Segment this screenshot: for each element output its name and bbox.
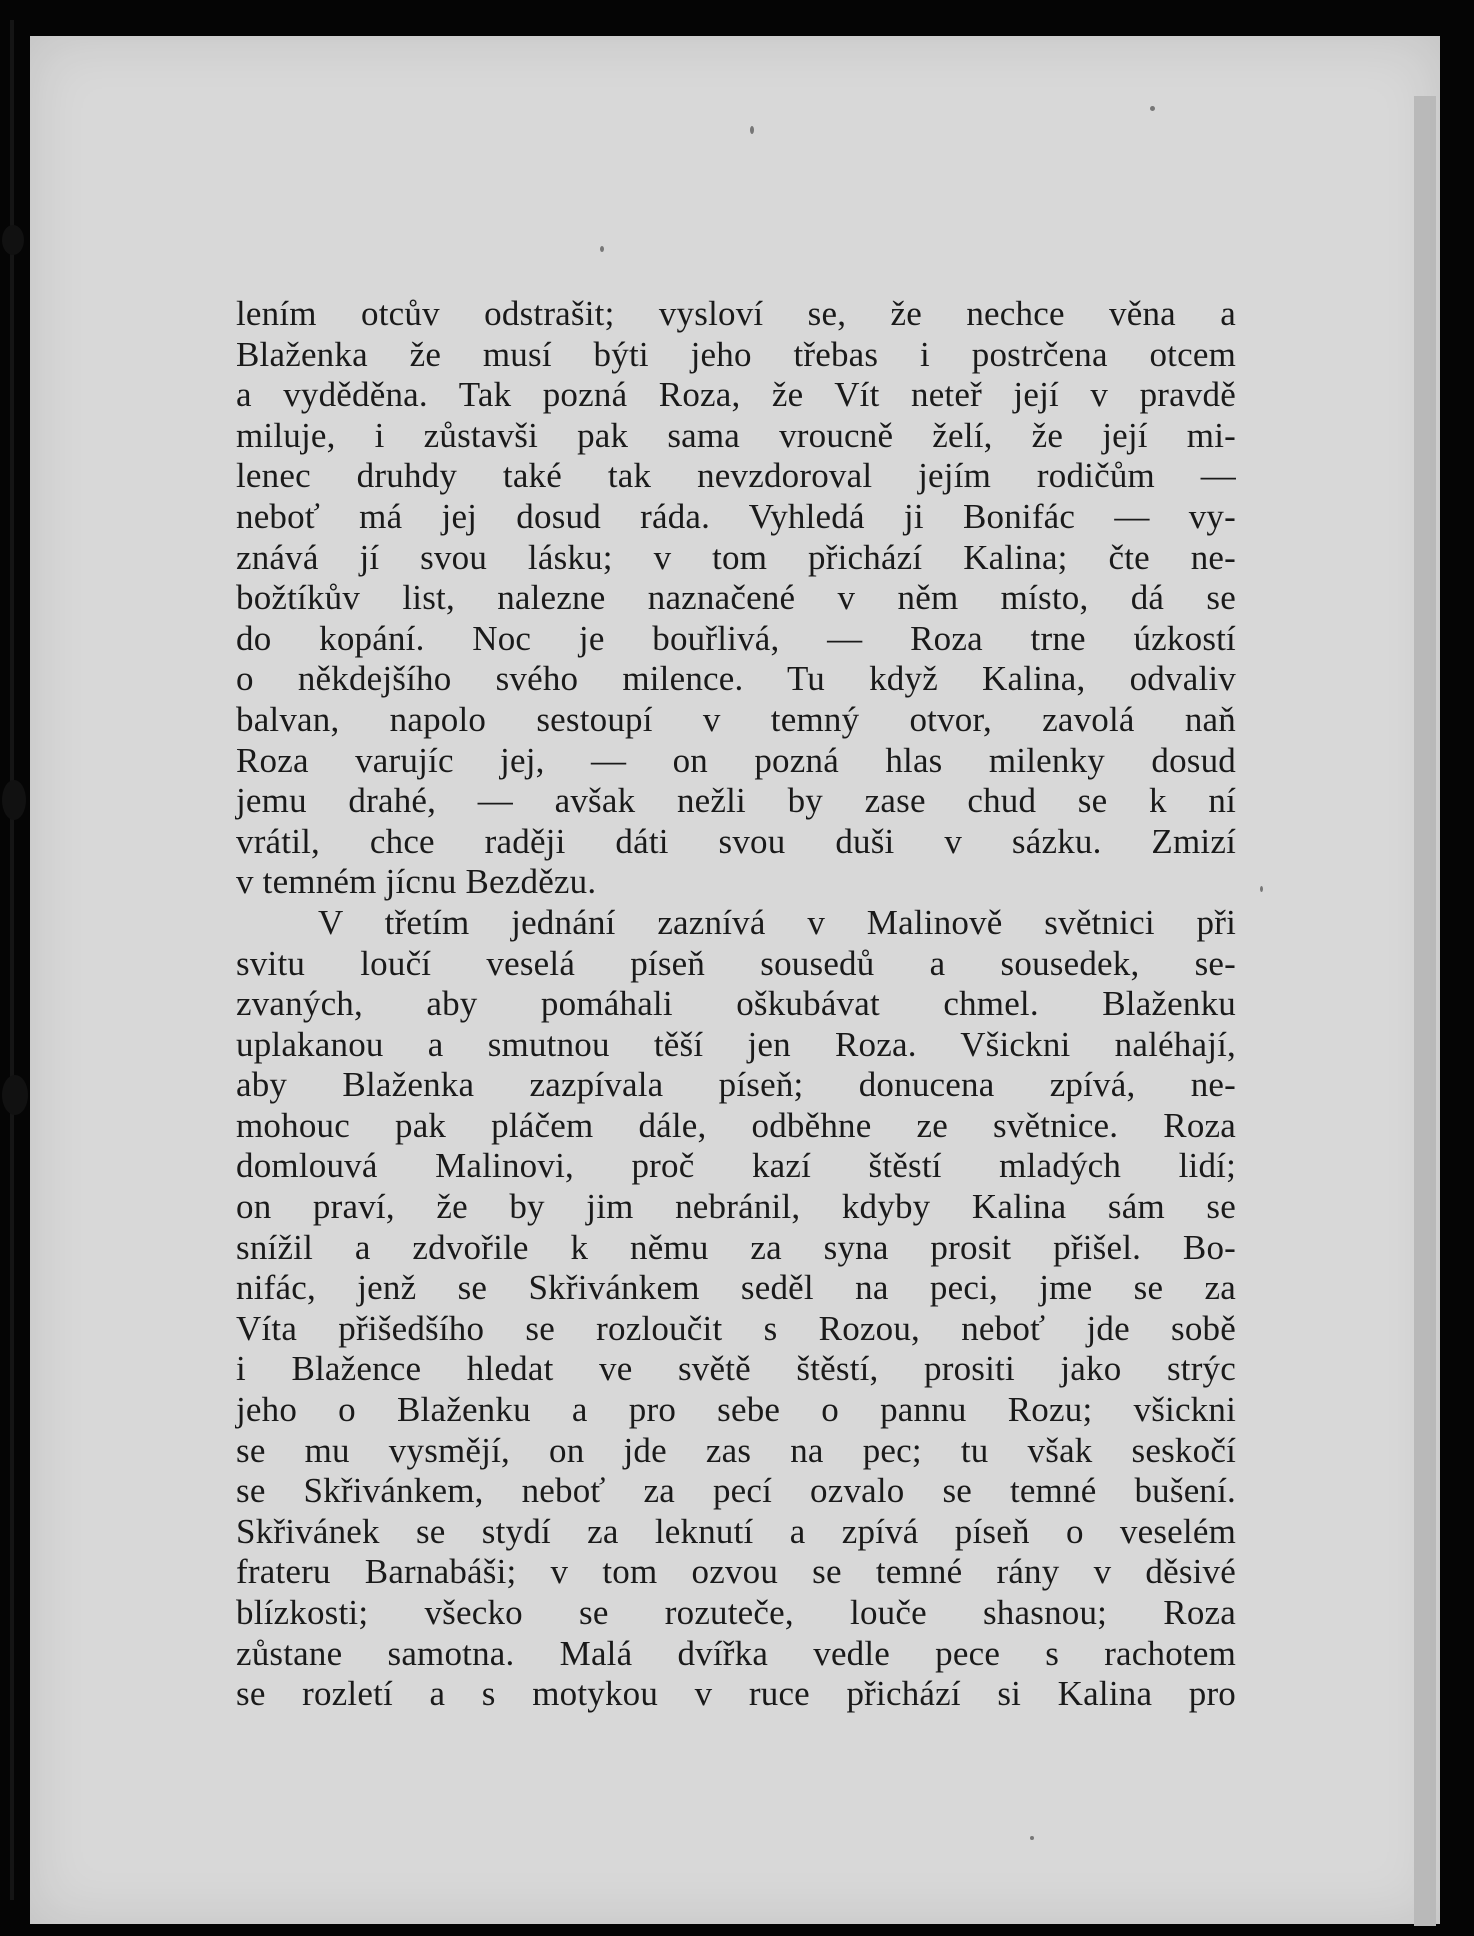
text-line: mohouc pak pláčem dále, odběhne ze světnice. Roza <box>236 1105 1236 1145</box>
body-text <box>236 294 1236 1715</box>
paper-speck <box>1150 106 1155 111</box>
text-line: snížil a zdvořile k němu za syna prosit přišel. Bo- <box>236 1227 1236 1267</box>
page-edge <box>1414 96 1436 1926</box>
text-line: do kopání. Noc je bouřlivá, — Roza trne úzkostí <box>236 618 1236 658</box>
text-line: balvan, napolo sestoupí v temný otvor, zavolá naň <box>236 699 1236 739</box>
text-line: uplakanou a smutnou těší jen Roza. Všickni naléhají, <box>236 1024 1236 1064</box>
binding-edge <box>10 20 14 1900</box>
binding-mark <box>2 1075 28 1115</box>
text-line: svitu loučí veselá píseň sousedů a sousedek, se- <box>236 943 1236 983</box>
text-line: Skřivánek se stydí za leknutí a zpívá píseň o veselém <box>236 1511 1236 1551</box>
paper-speck <box>600 246 604 252</box>
text-line: znává jí svou lásku; v tom přichází Kalina; čte ne- <box>236 537 1236 577</box>
text-line: lením otcův odstrašit; vysloví se, že nechce věna a <box>236 294 1236 333</box>
text-line: Víta přišedšího se rozloučit s Rozou, neboť jde sobě <box>236 1308 1236 1348</box>
text-line: i Blažence hledat ve světě štěstí, prositi jako strýc <box>236 1349 1236 1389</box>
text-line: se Skřivánkem, neboť za pecí ozvalo se temné bušení. <box>236 1471 1236 1511</box>
text-line: božtíkův list, nalezne naznačené v něm místo, dá se <box>236 578 1236 618</box>
text-line: se mu vysmějí, on jde zas na pec; tu však seskočí <box>236 1430 1236 1470</box>
text-line: domlouvá Malinovi, proč kazí štěstí mladých lidí; <box>236 1146 1236 1186</box>
text-line: zůstane samotna. Malá dvířka vedle pece s rachotem <box>236 1633 1236 1673</box>
text-line: aby Blaženka zazpívala píseň; donucena zpívá, ne- <box>236 1065 1236 1105</box>
text-line: neboť má jej dosud ráda. Vyhledá ji Bonifác — vy- <box>236 496 1236 536</box>
text-line: frateru Barnabáši; v tom ozvou se temné rány v děsivé <box>236 1552 1236 1592</box>
paper-speck <box>1260 886 1263 892</box>
paper-speck <box>750 126 754 134</box>
text-line: jemu drahé, — avšak nežli by zase chud se k ní <box>236 781 1236 821</box>
text-line: Roza varujíc jej, — on pozná hlas milenky dosud <box>236 740 1236 780</box>
text-line: on praví, že by jim nebránil, kdyby Kalina sám se <box>236 1187 1236 1227</box>
binding-mark <box>2 780 26 820</box>
text-line: miluje, i zůstavši pak sama vroucně želí, že její mi- <box>236 415 1236 455</box>
text-line: v temném jícnu Bezdězu. <box>236 862 597 902</box>
text-line: nifác, jenž se Skřivánkem seděl na peci, jme se za <box>236 1268 1236 1308</box>
text-line: a vyděděna. Tak pozná Roza, že Vít neteř její v pravdě <box>236 375 1236 415</box>
text-line: zvaných, aby pomáhali oškubávat chmel. Blaženku <box>236 984 1236 1024</box>
text-line: Blaženka že musí býti jeho třebas i postrčena otcem <box>236 334 1236 374</box>
text-line: V třetím jednání zaznívá v Malinově světnici při <box>318 902 1236 942</box>
paper-speck <box>1030 1836 1034 1840</box>
text-line: vrátil, chce raději dáti svou duši v sázku. Zmizí <box>236 821 1236 861</box>
text-line: se rozletí a s motykou v ruce přichází si Kalina pro <box>236 1674 1236 1714</box>
text-line: lenec druhdy také tak nevzdoroval jejím rodičům — <box>236 456 1236 496</box>
text-line: o někdejšího svého milence. Tu když Kalina, odvaliv <box>236 659 1236 699</box>
text-line: jeho o Blaženku a pro sebe o pannu Rozu; všickni <box>236 1390 1236 1430</box>
binding-mark <box>2 225 24 255</box>
text-line: blízkosti; všecko se rozuteče, louče shasnou; Roza <box>236 1593 1236 1632</box>
